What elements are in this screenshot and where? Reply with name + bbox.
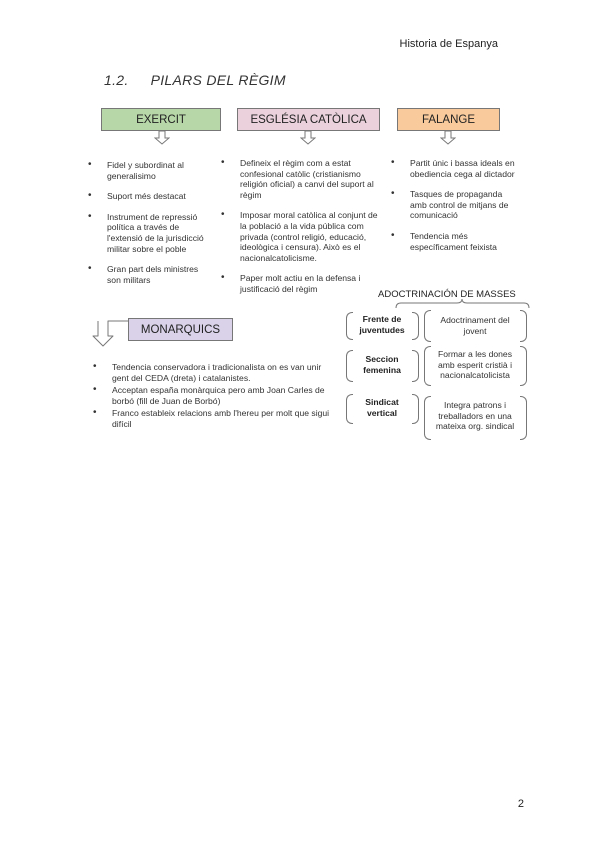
sindicat-vertical-label: Sindicat vertical [365,397,399,418]
sindicat-vertical-desc: Integra patrons i treballadors en una mateixa org. sindical [435,400,515,431]
list-item: • Fidel y subordinat al generalisimo [86,160,204,181]
frente-juventudes-label: Frente de juventudes [359,314,405,335]
list-item: • Imposar moral catòlica al conjunt de la població a la vida pública com privada (control religió, educació, ideològica i censura). Això es el nacionalcatolicisme. [219,210,379,263]
section-number: 1.2. [104,72,129,88]
brace-right [412,350,419,382]
list-item: • Paper molt actiu en la defensa i justificació del règim [219,273,379,294]
list-item: • Tasques de propaganda amb control de mitjans de comunicació [389,189,519,221]
falange-label: FALANGE [421,113,476,126]
down-arrow-icon [154,131,170,145]
section-title: PILARS DEL RÈGIM [150,72,286,88]
brace-right [412,312,419,340]
down-arrow-icon [300,131,316,145]
list-item: • Tendencia més específicament feixista [389,231,519,252]
list-item: • Acceptan españa monàrquica pero amb Joan Carles de borbó (fill de Juan de Borbó) [91,385,339,406]
exercit-list [86,160,204,295]
brace-right [520,396,527,440]
section-heading [104,72,286,88]
list-item: • Gran part dels ministres son militars [86,264,204,285]
exercit-label: EXERCIT [136,113,186,126]
list-item: • Partit únic i bassa ideals en obediencia cega al dictador [389,158,519,179]
list-item: • Franco estableix relacions amb l'hereu per molt que sigui difícil [91,408,339,429]
esglesia-list [219,158,379,305]
seccion-femenina-label: Seccion femenina [363,354,401,375]
page-number: 2 [517,798,524,810]
exercit-box [101,108,221,131]
list-item: • Defineix el règim com a estat confesional catòlic (cristianismo religión oficial) a canvi del suport al règim [219,158,379,200]
frente-juventudes-desc: Adoctrinament del jovent [440,315,510,336]
seccion-femenina-desc: Formar a les dones amb esperit cristià i nacionalcatolicista [437,349,513,380]
document-header: Historia de Espanya [399,38,498,50]
falange-box [397,108,500,131]
esglesia-box [237,108,380,131]
down-arrow-icon [440,131,456,145]
list-item: • Suport més destacat [86,191,204,202]
falange-list [389,158,519,262]
adoctrinacio-title: ADOCTRINACIÓN DE MASSES [378,289,516,300]
list-item: • Tendencia conservadora i tradicionalista on es van unir gent del CEDA (dreta) i catalanistes. [91,362,339,383]
esglesia-label: ESGLÉSIA CATÒLICA [250,113,367,126]
brace-right [520,346,527,386]
bent-arrow-icon [92,318,132,348]
top-brace-icon [395,299,530,309]
brace-right [520,310,527,342]
monarquics-label: MONARQUICS [140,323,221,336]
brace-right [412,394,419,424]
monarquics-list [91,362,339,432]
list-item: • Instrument de repressió política a través de l'extensió de la jurisdicció militar sobre el poble [86,212,204,254]
monarquics-box [128,318,233,341]
